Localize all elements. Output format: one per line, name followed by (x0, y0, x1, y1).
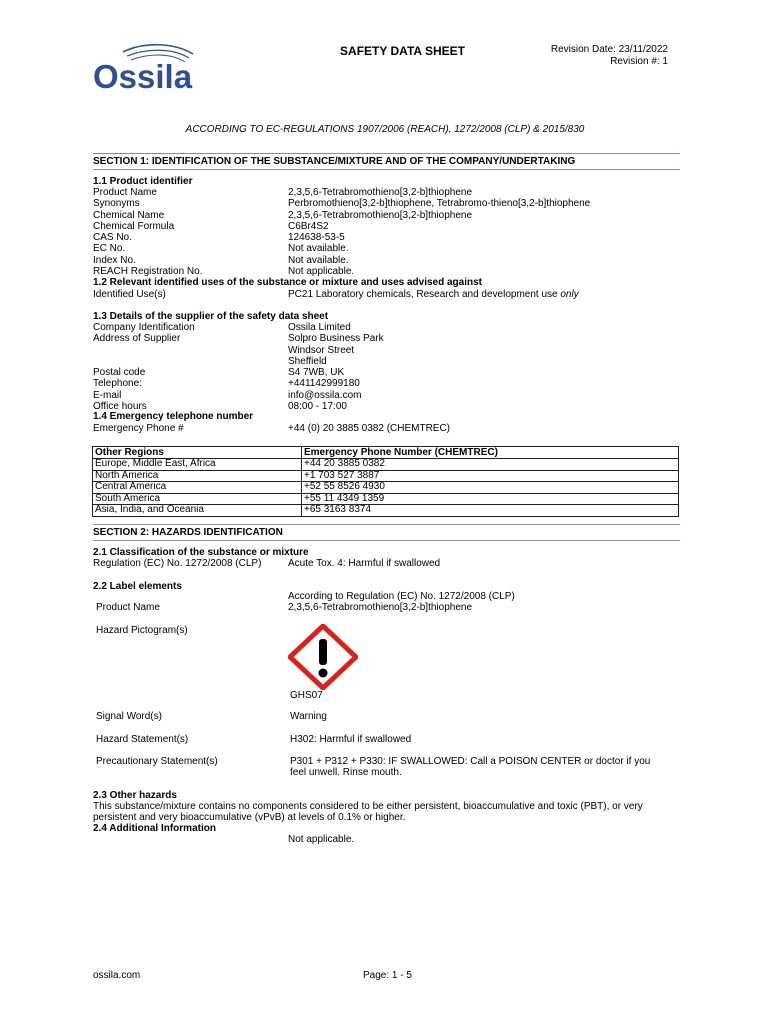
row-value: S4 7WB, UK (288, 367, 345, 379)
row-key: Telephone: (93, 378, 142, 390)
row-key: Chemical Name (93, 209, 165, 221)
footer-website: ossila.com (93, 970, 141, 981)
row-key: Regulation (EC) No. 1272/2008 (CLP) (93, 558, 262, 569)
signal-word-label: Signal Word(s) (96, 711, 162, 722)
region-cell: Europe, Middle East, Africa (93, 459, 302, 471)
row-key: Index No. (93, 254, 136, 266)
row-key: Synonyms (93, 198, 140, 210)
revision-date: Revision Date: 23/11/2022 (550, 44, 668, 55)
table-row (93, 232, 683, 243)
signal-word-value: Warning (290, 711, 327, 722)
subsection-1-3-heading: 1.3 Details of the supplier of the safety data sheet (93, 311, 329, 322)
section-1-heading: SECTION 1: IDENTIFICATION OF THE SUBSTANCE/MIXTURE AND OF THE COMPANY/UNDERTAKING (93, 153, 680, 170)
row-key: E-mail (93, 389, 122, 401)
row-value: Windsor Street (288, 344, 355, 356)
table-row (93, 367, 683, 378)
footer-page-number: Page: 1 - 5 (363, 970, 412, 981)
table-row (93, 493, 679, 505)
document-title: SAFETY DATA SHEET (340, 44, 465, 58)
ghs07-exclamation-icon (288, 624, 358, 690)
subsection-1-2-heading: 1.2 Relevant identified uses of the substance or mixture and uses advised against (93, 277, 483, 288)
hazard-statement-label: Hazard Statement(s) (96, 734, 189, 745)
row-value: Not applicable. (288, 266, 355, 278)
row-key: REACH Registration No. (93, 266, 203, 278)
other-hazards-line-1: This substance/mixture contains no components considered to be either persistent, bioaccumulative and toxic (PBT), or very (93, 801, 643, 812)
row-value: +44 (0) 20 3885 0382 (CHEMTREC) (288, 423, 451, 434)
row-value: Solpro Business Park (288, 333, 384, 345)
according-to-text: According to Regulation (EC) No. 1272/2008 (CLP) (288, 591, 515, 602)
subsection-1-1-heading: 1.1 Product identifier (93, 176, 193, 187)
region-cell: North America (93, 470, 302, 482)
table-row (93, 482, 679, 494)
table-row (93, 459, 679, 471)
table-row (93, 390, 683, 401)
row-key: Identified Use(s) (93, 289, 166, 300)
subsection-2-3-heading: 2.3 Other hazards (93, 790, 177, 801)
region-cell: Asia, India, and Oceania (93, 505, 302, 517)
row-value: 124638-53-5 (288, 232, 345, 244)
additional-info-value: Not applicable. (288, 834, 355, 845)
hazard-pictogram-label: Hazard Pictogram(s) (96, 625, 188, 636)
precautionary-statement-line-2: feel unwell. Rinse mouth. (290, 767, 402, 778)
logo-text: Ossila (93, 58, 193, 95)
row-key: Postal code (93, 367, 146, 379)
row-value: Sheffield (288, 355, 327, 367)
table-row (93, 187, 683, 198)
identified-uses-row (93, 289, 683, 300)
row-value: 2,3,5,6-Tetrabromothieno[3,2-b]thiophene (288, 209, 473, 221)
row-key: Company Identification (93, 322, 195, 333)
subsection-2-2-heading: 2.2 Label elements (93, 581, 182, 592)
phone-cell: +1 703 527 3887 (302, 470, 679, 482)
table-row (93, 333, 683, 344)
table-row (93, 198, 683, 209)
subsection-1-4-heading: 1.4 Emergency telephone number (93, 411, 254, 422)
row-key (93, 345, 288, 356)
phone-cell: +55 11 4349 1359 (302, 493, 679, 505)
ossila-logo (93, 40, 205, 96)
section-2-heading: SECTION 2: HAZARDS IDENTIFICATION (93, 524, 680, 541)
row-key: CAS No. (93, 232, 132, 244)
regulations-line: ACCORDING TO EC-REGULATIONS 1907/2006 (REACH), 1272/2008 (CLP) & 2015/830 (185, 124, 585, 135)
table-row (93, 266, 683, 277)
row-value-emphasis: only (560, 289, 579, 300)
table-header-regions: Other Regions (93, 447, 302, 459)
row-value: 08:00 - 17:00 (288, 401, 347, 413)
product-name-value: 2,3,5,6-Tetrabromothieno[3,2-b]thiophene (288, 602, 473, 613)
emergency-phone-row (93, 423, 683, 434)
product-name-label: Product Name (96, 602, 160, 613)
row-key: Emergency Phone # (93, 423, 184, 434)
row-value: Acute Tox. 4: Harmful if swallowed (288, 558, 441, 569)
subsection-2-1-heading: 2.1 Classification of the substance or mixture (93, 547, 309, 558)
table-row (93, 255, 683, 266)
row-value: Not available. (288, 254, 349, 266)
row-key (93, 356, 288, 367)
hazard-statement-value: H302: Harmful if swallowed (290, 734, 412, 745)
row-key: Product Name (93, 187, 157, 198)
table-row (93, 356, 683, 367)
table-row (93, 210, 683, 221)
phone-cell: +65 3163 8374 (302, 505, 679, 517)
classification-row (93, 558, 683, 569)
row-key: Office hours (93, 401, 147, 413)
other-hazards-line-2: persistent and very bioaccumulative (vPvB) at levels of 0.1% or higher. (93, 812, 406, 823)
row-value: Ossila Limited (288, 322, 351, 333)
subsection-2-4-heading: 2.4 Additional Information (93, 823, 216, 834)
region-cell: South America (93, 493, 302, 505)
region-cell: Central America (93, 482, 302, 494)
table-row (93, 505, 679, 517)
row-key: Address of Supplier (93, 333, 181, 345)
row-key: EC No. (93, 243, 126, 255)
row-value: Not available. (288, 243, 349, 255)
table-row (93, 470, 679, 482)
supplier-rows (93, 322, 683, 412)
precautionary-statement-label: Precautionary Statement(s) (96, 756, 218, 767)
row-value: +441142999180 (288, 378, 360, 390)
precautionary-statement-line-1: P301 + P312 + P330: IF SWALLOWED: Call a POISON CENTER or doctor if you (290, 756, 651, 767)
emergency-phone-table (92, 446, 679, 517)
table-header-phone: Emergency Phone Number (CHEMTREC) (302, 447, 679, 459)
table-row (93, 345, 683, 356)
product-identifier-rows (93, 187, 683, 277)
table-row (93, 378, 683, 389)
revision-info (551, 44, 668, 68)
row-value: Perbromothieno[3,2-b]thiophene, Tetrabromo-thieno[3,2-b]thiophene (288, 198, 591, 210)
pictogram-code: GHS07 (290, 690, 323, 701)
row-value: PC21 Laboratory chemicals, Research and development use (288, 289, 561, 300)
row-value: info@ossila.com (288, 389, 362, 401)
row-value: C6Br4S2 (288, 220, 329, 232)
table-row (93, 221, 683, 232)
row-key: Chemical Formula (93, 220, 175, 232)
row-value: 2,3,5,6-Tetrabromothieno[3,2-b]thiophene (288, 187, 473, 198)
revision-number: Revision #: 1 (610, 56, 668, 67)
table-row (93, 243, 683, 254)
phone-cell: +52 55 8526 4930 (302, 482, 679, 494)
table-row (93, 322, 683, 333)
phone-cell: +44 20 3885 0382 (302, 459, 679, 471)
